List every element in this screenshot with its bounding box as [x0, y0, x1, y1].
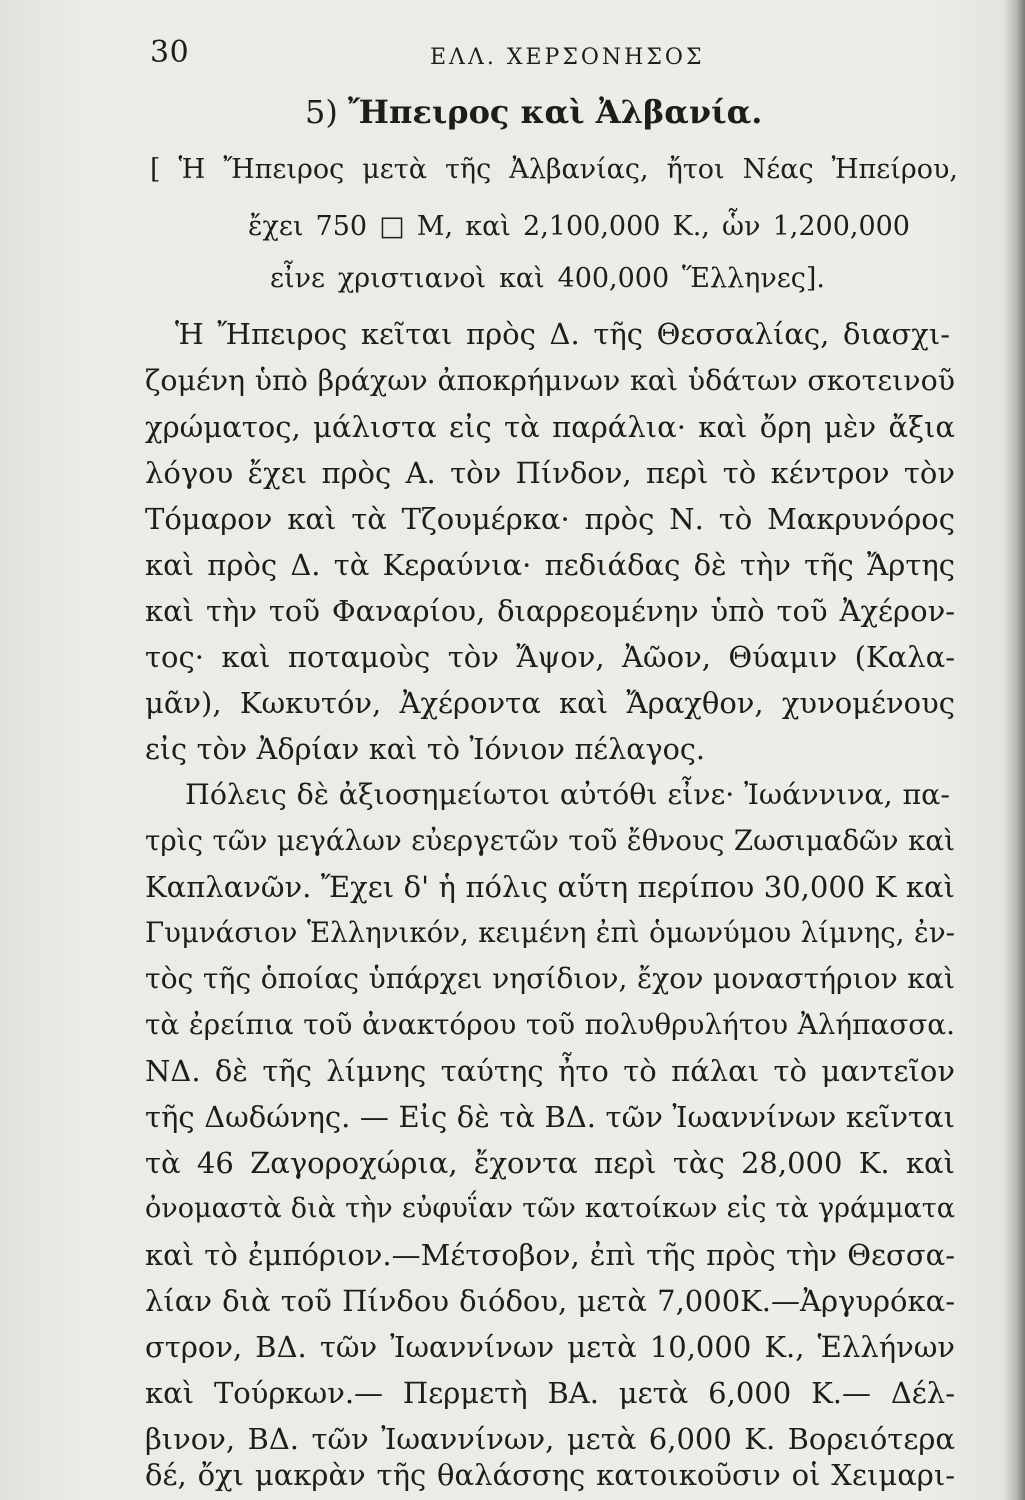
body-line: ζομένη ὑπὸ βράχων ἀποκρήμνων καὶ ὑδάτων σκοτεινοῦ — [145, 364, 955, 397]
body-line: λίαν διὰ τοῦ Πίνδου διόδου, μετὰ 7,000Κ.—Ἀργυρόκα- — [145, 1284, 955, 1318]
body-line: καὶ τὴν τοῦ Φαναρίου, διαρρεομένην ὑπὸ τοῦ Ἀχέρον- — [145, 594, 955, 628]
body-line: χρώματος, μάλιστα εἰς τὰ παράλια· καὶ ὄρη μὲν ἄξια — [145, 410, 955, 444]
body-line: δέ, ὄχι μακρὰν τῆς θαλάσσης κατοικοῦσιν οἱ Χειμαρι- — [145, 1458, 955, 1492]
lead-line: [ Ἡ Ἤπειρος μετὰ τῆς Ἀλβανίας, ἤτοι Νέας Ἠπείρου, — [150, 154, 958, 185]
body-line: καὶ πρὸς Δ. τὰ Κεραύνια· πεδιάδας δὲ τὴν τῆς Ἄρτης — [145, 548, 955, 582]
page-number: 30 — [150, 35, 190, 70]
body-line: εἰς τὸν Ἀδρίαν καὶ τὸ Ἰόνιον πέλαγος. — [145, 732, 705, 766]
body-line: ὀνομαστὰ διὰ τὴν εὐφυΐαν τῶν κατοίκων εἰς τὰ γράμματα — [145, 1193, 955, 1224]
body-line: τὰ ἐρείπια τοῦ ἀνακτόρου τοῦ πολυθρυλήτου Ἀλήπασσα. — [145, 1008, 955, 1041]
lead-line: εἶνε χριστιανοὶ καὶ 400,000 Ἕλληνες]. — [270, 263, 825, 294]
body-line: Ἡ Ἤπειρος κεῖται πρὸς Δ. τῆς Θεσσαλίας, διασχι- — [175, 317, 950, 351]
body-line: Γυμνάσιον Ἑλληνικόν, κειμένη ἐπὶ ὁμωνύμου λίμνης, ἐν- — [145, 916, 955, 949]
body-line: καὶ τὸ ἐμπόριον.—Μέτσοβον, ἐπὶ τῆς πρὸς τὴν Θεσσα- — [145, 1238, 955, 1272]
lead-line: ἔχει 750 □ Μ, καὶ 2,100,000 Κ., ὧν 1,200,000 — [248, 211, 910, 242]
body-line: Τόμαρον καὶ τὰ Τζουμέρκα· πρὸς Ν. τὸ Μακρυνόρος — [145, 502, 955, 536]
body-line: Πόλεις δὲ ἀξιοσημείωτοι αὐτόθι εἶνε· Ἰωάννινα, πα- — [185, 778, 950, 811]
body-line: καὶ Τούρκων.— Περμετὴ ΒΑ. μετὰ 6,000 Κ.— Δέλ- — [145, 1376, 955, 1410]
body-line: ΝΔ. δὲ τῆς λίμνης ταύτης ἦτο τὸ πάλαι τὸ μαντεῖον — [145, 1054, 955, 1088]
body-line: βινον, ΒΔ. τῶν Ἰωαννίνων, μετὰ 6,000 Κ. Βορειότερα — [145, 1422, 955, 1456]
running-title: ΕΛΛ. ΧΕΡΣΟΝΗΣΟΣ — [430, 45, 705, 70]
body-line: τὰ 46 Ζαγοροχώρια, ἔχοντα περὶ τὰς 28,000 Κ. καὶ — [145, 1146, 955, 1180]
body-line: λόγου ἔχει πρὸς Α. τὸν Πίνδον, περὶ τὸ κέντρον τὸν — [145, 456, 955, 490]
body-line: τρὶς τῶν μεγάλων εὐεργετῶν τοῦ ἔθνους Ζωσιμαδῶν καὶ — [145, 824, 955, 857]
page-header — [0, 33, 1025, 77]
body-line: τὸς τῆς ὁποίας ὑπάρχει νησίδιον, ἔχον μοναστήριον καὶ — [145, 962, 955, 995]
body-line: στρον, ΒΔ. τῶν Ἰωαννίνων μετὰ 10,000 Κ., Ἑλλήνων — [145, 1330, 955, 1364]
section-heading — [305, 93, 762, 131]
section-number: 5) — [305, 93, 338, 131]
body-line: Καπλανῶν. Ἔχει δ' ἡ πόλις αὕτη περίπου 30,000 Κ καὶ — [145, 870, 955, 904]
body-line: τῆς Δωδώνης. — Εἰς δὲ τὰ ΒΔ. τῶν Ἰωαννίνων κεῖνται — [145, 1100, 955, 1134]
body-line: τος· καὶ ποταμοὺς τὸν Ἄψον, Ἀῶον, Θύαμιν (Καλα- — [145, 640, 955, 674]
page-edge-shadow — [1003, 0, 1025, 1500]
body-line: μᾶν), Κωκυτόν, Ἀχέροντα καὶ Ἄραχθον, χυνομένους — [145, 686, 955, 720]
section-title: Ἤπειρος καὶ Ἀλβανία. — [348, 93, 763, 131]
